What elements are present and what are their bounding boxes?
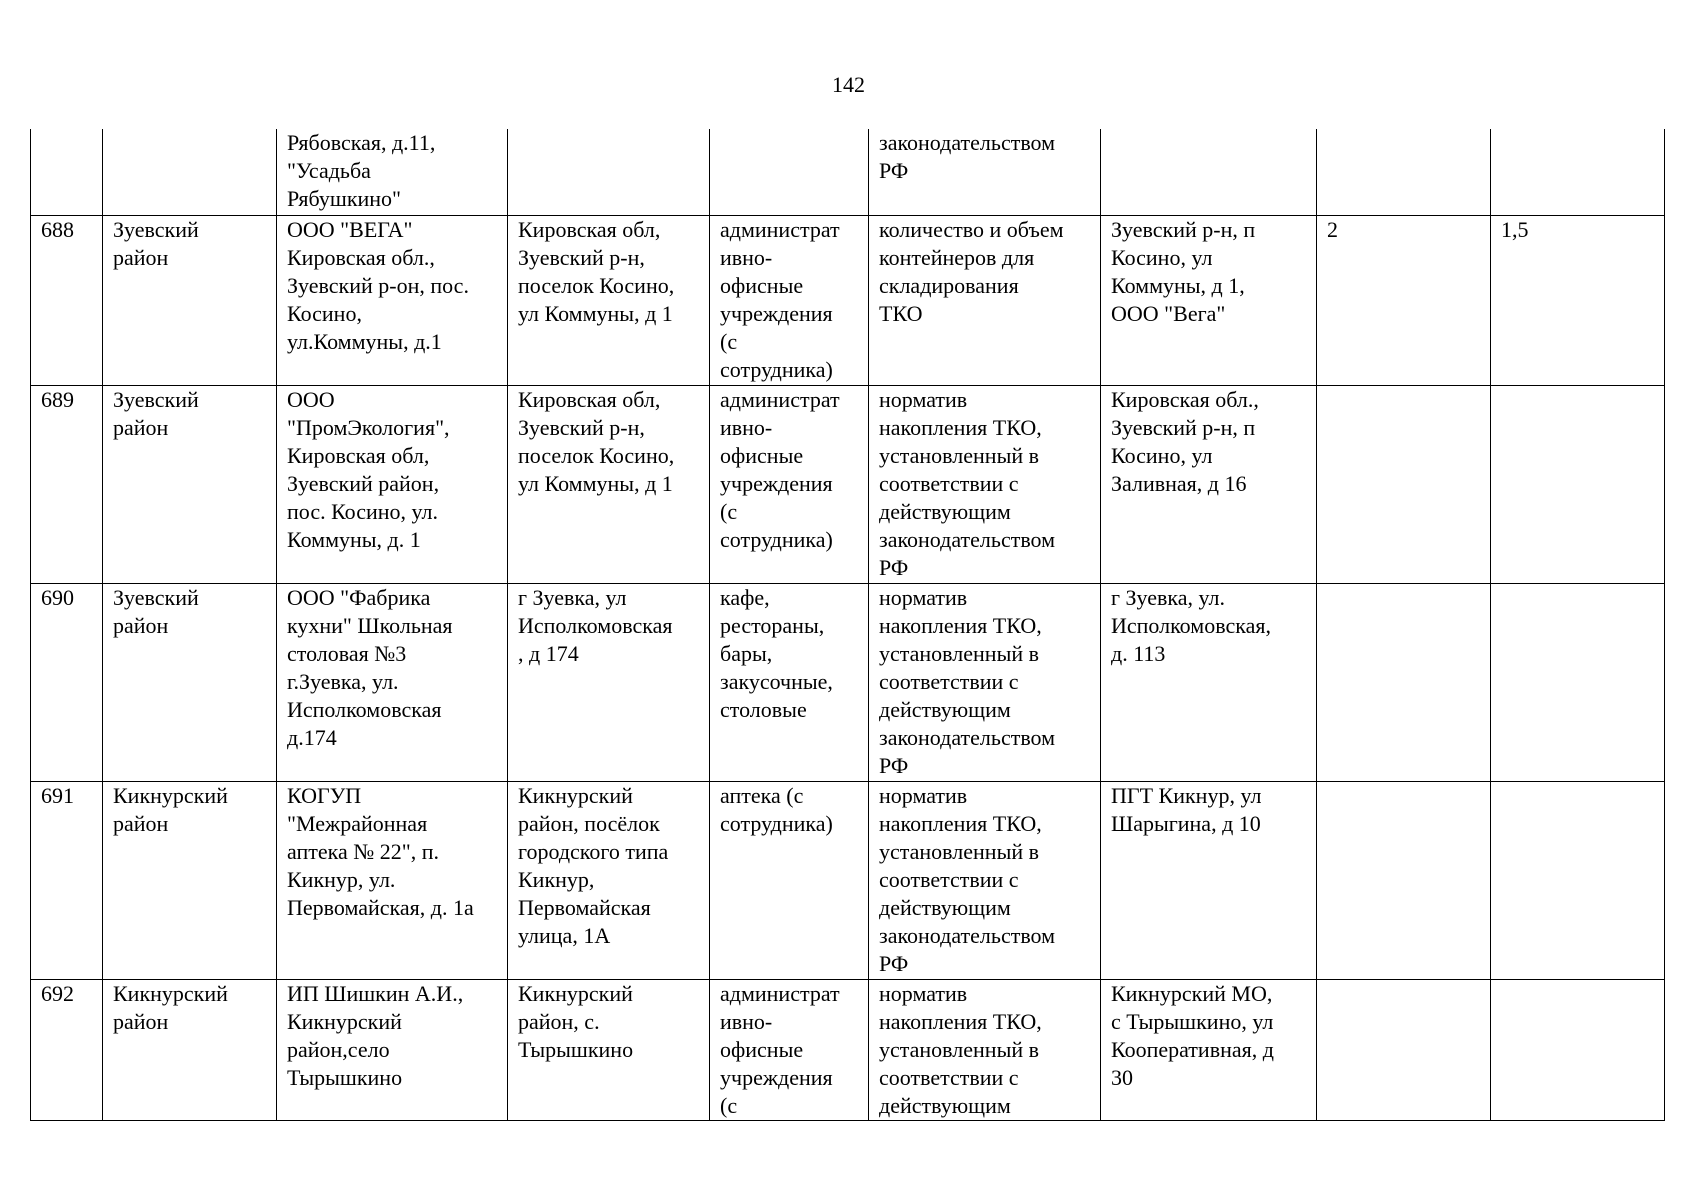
cell-district: Зуевский район [103, 215, 277, 385]
cell-organization: ООО "ПромЭкология", Кировская обл, Зуевский район, пос. Косино, ул. Коммуны, д. 1 [277, 385, 508, 583]
cell-number [31, 129, 103, 215]
cell-address: г Зуевка, ул Исполкомовская , д 174 [508, 583, 710, 781]
cell-number: 692 [31, 979, 103, 1120]
table-row [31, 979, 1665, 1120]
table-row [31, 385, 1665, 583]
cell-basis: норматив накопления ТКО, установленный в соответствии с действующим законодательством РФ [869, 583, 1101, 781]
cell-site: Зуевский р-н, п Косино, ул Коммуны, д 1, ООО "Вега" [1101, 215, 1317, 385]
cell-site: г Зуевка, ул. Исполкомовская, д. 113 [1101, 583, 1317, 781]
cell-address [508, 129, 710, 215]
table-row [31, 129, 1665, 215]
cell-category: аптека (с сотрудника) [710, 781, 869, 979]
cell-organization: ИП Шишкин А.И., Кикнурский район,село Тырышкино [277, 979, 508, 1120]
cell-organization: КОГУП "Межрайонная аптека № 22", п. Кикнур, ул. Первомайская, д. 1а [277, 781, 508, 979]
cell-count [1317, 583, 1491, 781]
cell-number: 689 [31, 385, 103, 583]
cell-address: Кикнурский район, с. Тырышкино [508, 979, 710, 1120]
cell-organization: ООО "ВЕГА" Кировская обл., Зуевский р-он, пос. Косино, ул.Коммуны, д.1 [277, 215, 508, 385]
cell-category: администрат ивно- офисные учреждения (с [710, 979, 869, 1120]
cell-district: Кикнурский район [103, 979, 277, 1120]
cell-count [1317, 129, 1491, 215]
waste-registry-table [30, 129, 1665, 1121]
cell-category: администрат ивно- офисные учреждения (с сотрудника) [710, 215, 869, 385]
cell-district [103, 129, 277, 215]
cell-volume [1491, 979, 1665, 1120]
cell-volume [1491, 781, 1665, 979]
cell-count: 2 [1317, 215, 1491, 385]
cell-volume [1491, 385, 1665, 583]
cell-address: Кировская обл, Зуевский р-н, поселок Косино, ул Коммуны, д 1 [508, 385, 710, 583]
cell-basis: норматив накопления ТКО, установленный в соответствии с действующим [869, 979, 1101, 1120]
cell-volume: 1,5 [1491, 215, 1665, 385]
cell-number: 690 [31, 583, 103, 781]
table-row [31, 583, 1665, 781]
cell-count [1317, 781, 1491, 979]
cell-address: Кикнурский район, посёлок городского типа Кикнур, Первомайская улица, 1А [508, 781, 710, 979]
page-number: 142 [832, 72, 865, 97]
cell-organization: ООО "Фабрика кухни" Школьная столовая №3 г.Зуевка, ул. Исполкомовская д.174 [277, 583, 508, 781]
cell-district: Зуевский район [103, 583, 277, 781]
cell-count [1317, 385, 1491, 583]
cell-district: Кикнурский район [103, 781, 277, 979]
cell-category [710, 129, 869, 215]
cell-category: кафе, рестораны, бары, закусочные, столовые [710, 583, 869, 781]
cell-basis: норматив накопления ТКО, установленный в соответствии с действующим законодательством РФ [869, 781, 1101, 979]
cell-site: ПГТ Кикнур, ул Шарыгина, д 10 [1101, 781, 1317, 979]
cell-district: Зуевский район [103, 385, 277, 583]
table-row [31, 215, 1665, 385]
cell-basis: норматив накопления ТКО, установленный в соответствии с действующим законодательством РФ [869, 385, 1101, 583]
cell-organization: Рябовская, д.11, "Усадьба Рябушкино" [277, 129, 508, 215]
cell-site: Кикнурский МО, с Тырышкино, ул Кооперативная, д 30 [1101, 979, 1317, 1120]
cell-count [1317, 979, 1491, 1120]
cell-basis: законодательством РФ [869, 129, 1101, 215]
cell-address: Кировская обл, Зуевский р-н, поселок Косино, ул Коммуны, д 1 [508, 215, 710, 385]
cell-site: Кировская обл., Зуевский р-н, п Косино, ул Заливная, д 16 [1101, 385, 1317, 583]
cell-volume [1491, 583, 1665, 781]
cell-volume [1491, 129, 1665, 215]
cell-site [1101, 129, 1317, 215]
cell-basis: количество и объем контейнеров для складирования ТКО [869, 215, 1101, 385]
cell-number: 688 [31, 215, 103, 385]
cell-category: администрат ивно- офисные учреждения (с сотрудника) [710, 385, 869, 583]
cell-number: 691 [31, 781, 103, 979]
table-row [31, 781, 1665, 979]
